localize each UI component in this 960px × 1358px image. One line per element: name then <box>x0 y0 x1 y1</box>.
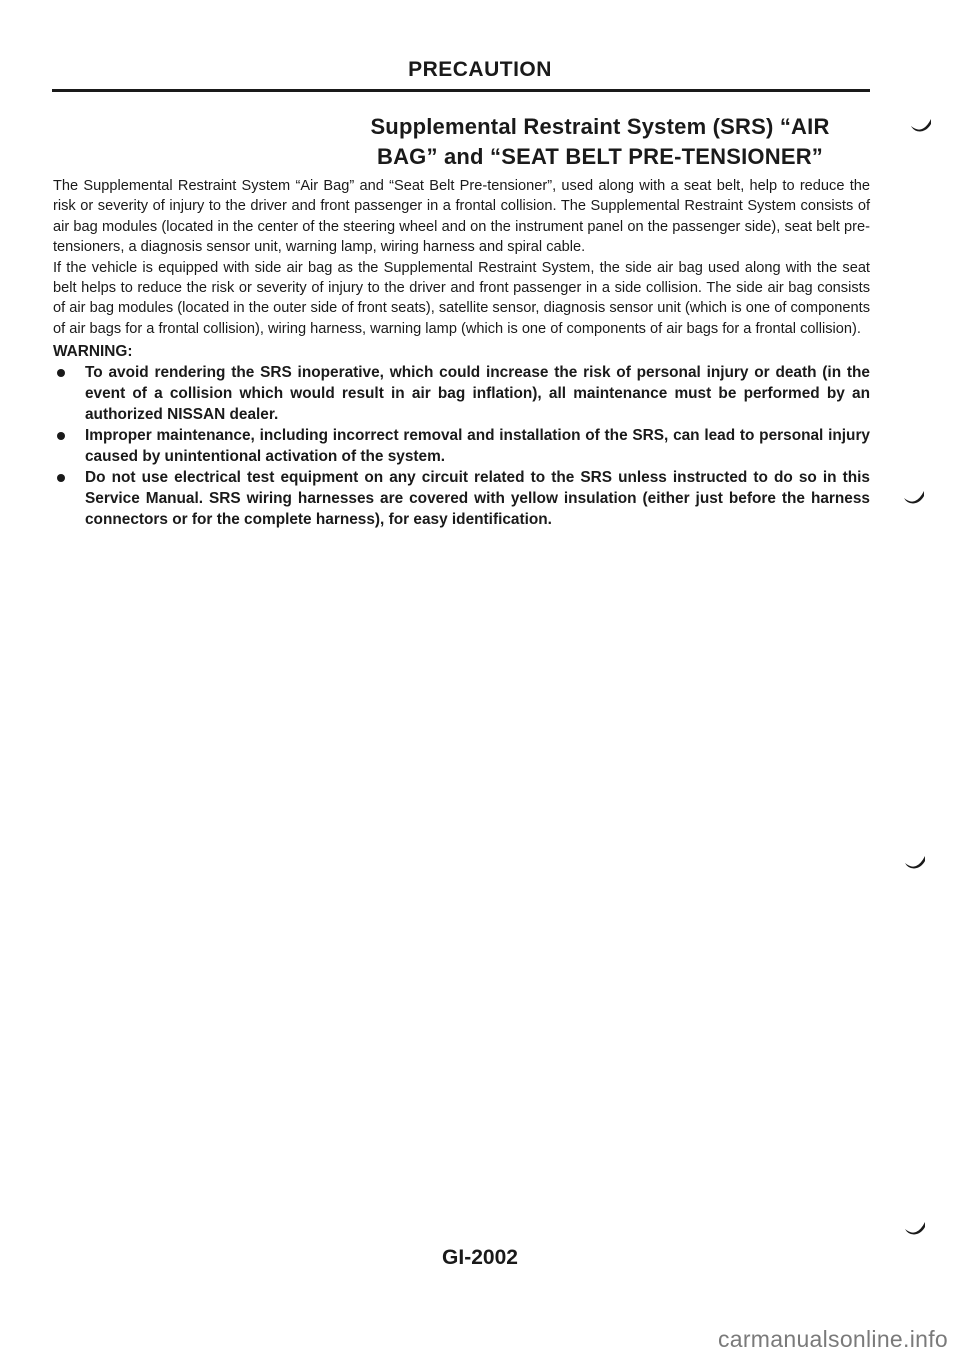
section-title-line-1: Supplemental Restraint System (SRS) “AIR <box>370 114 830 139</box>
warning-heading: WARNING: <box>53 343 133 361</box>
warning-item-text: Do not use electrical test equipment on any circuit related to the SRS unless instructed to do so in this Service Manual. SRS wiring harnesses are covered with yellow insulation (either just before the harness connectors or for the complete harness), for easy identification. <box>85 469 870 529</box>
revision-mark-icon <box>904 1221 926 1235</box>
section-title-line-2: BAG” and “SEAT BELT PRE-TENSIONER” <box>376 144 823 169</box>
watermark-text: carmanualsonline.info <box>717 1326 948 1352</box>
warning-item-text: Improper maintenance, including incorrect removal and installation of the SRS, can lead to personal injury caused by unintentional activation of the system. <box>85 427 870 466</box>
paragraph-side-airbag: If the vehicle is equipped with side air bag as the Supplemental Restraint System, the side air bag used along with the seat belt helps to reduce the risk or severity of injury to the driver and front passenger in a side collision. The side air bag consists of air bag modules (located in the outer side of front seats), satellite sensor, diagnosis sensor unit (which is one of components of air bags for a frontal collision), wiring harness, warning lamp (which is one of components of air bags for a frontal collision). <box>53 259 870 337</box>
revision-mark-icon <box>903 490 925 504</box>
revision-mark-icon <box>910 118 932 132</box>
bullet-icon <box>57 369 65 377</box>
bullet-icon <box>57 474 65 482</box>
warning-item <box>53 467 870 530</box>
document-body <box>53 176 870 530</box>
warning-item <box>53 362 870 425</box>
section-title <box>330 112 870 172</box>
page-number: GI-2002 <box>442 1246 518 1269</box>
warning-list <box>53 362 870 530</box>
revision-mark-icon <box>904 855 926 869</box>
warning-item-text: To avoid rendering the SRS inoperative, which could increase the risk of personal injury or death (in the event of a collision which would result in air bag inflation), all maintenance must be performed by an authorized NISSAN dealer. <box>85 364 870 424</box>
warning-item <box>53 425 870 467</box>
header-rule <box>52 89 870 92</box>
bullet-icon <box>57 432 65 440</box>
page-header-title: PRECAUTION <box>408 58 552 81</box>
paragraph-frontal-airbag: The Supplemental Restraint System “Air Bag” and “Seat Belt Pre-tensioner”, used along with a seat belt, help to reduce the risk or severity of injury to the driver and front passenger in a frontal collision. The Supplemental Restraint System consists of air bag modules (located in the center of the steering wheel and on the instrument panel on the passenger side), seat belt pre-tensioners, a diagnosis sensor unit, warning lamp, wiring harness and spiral cable. <box>53 178 870 256</box>
